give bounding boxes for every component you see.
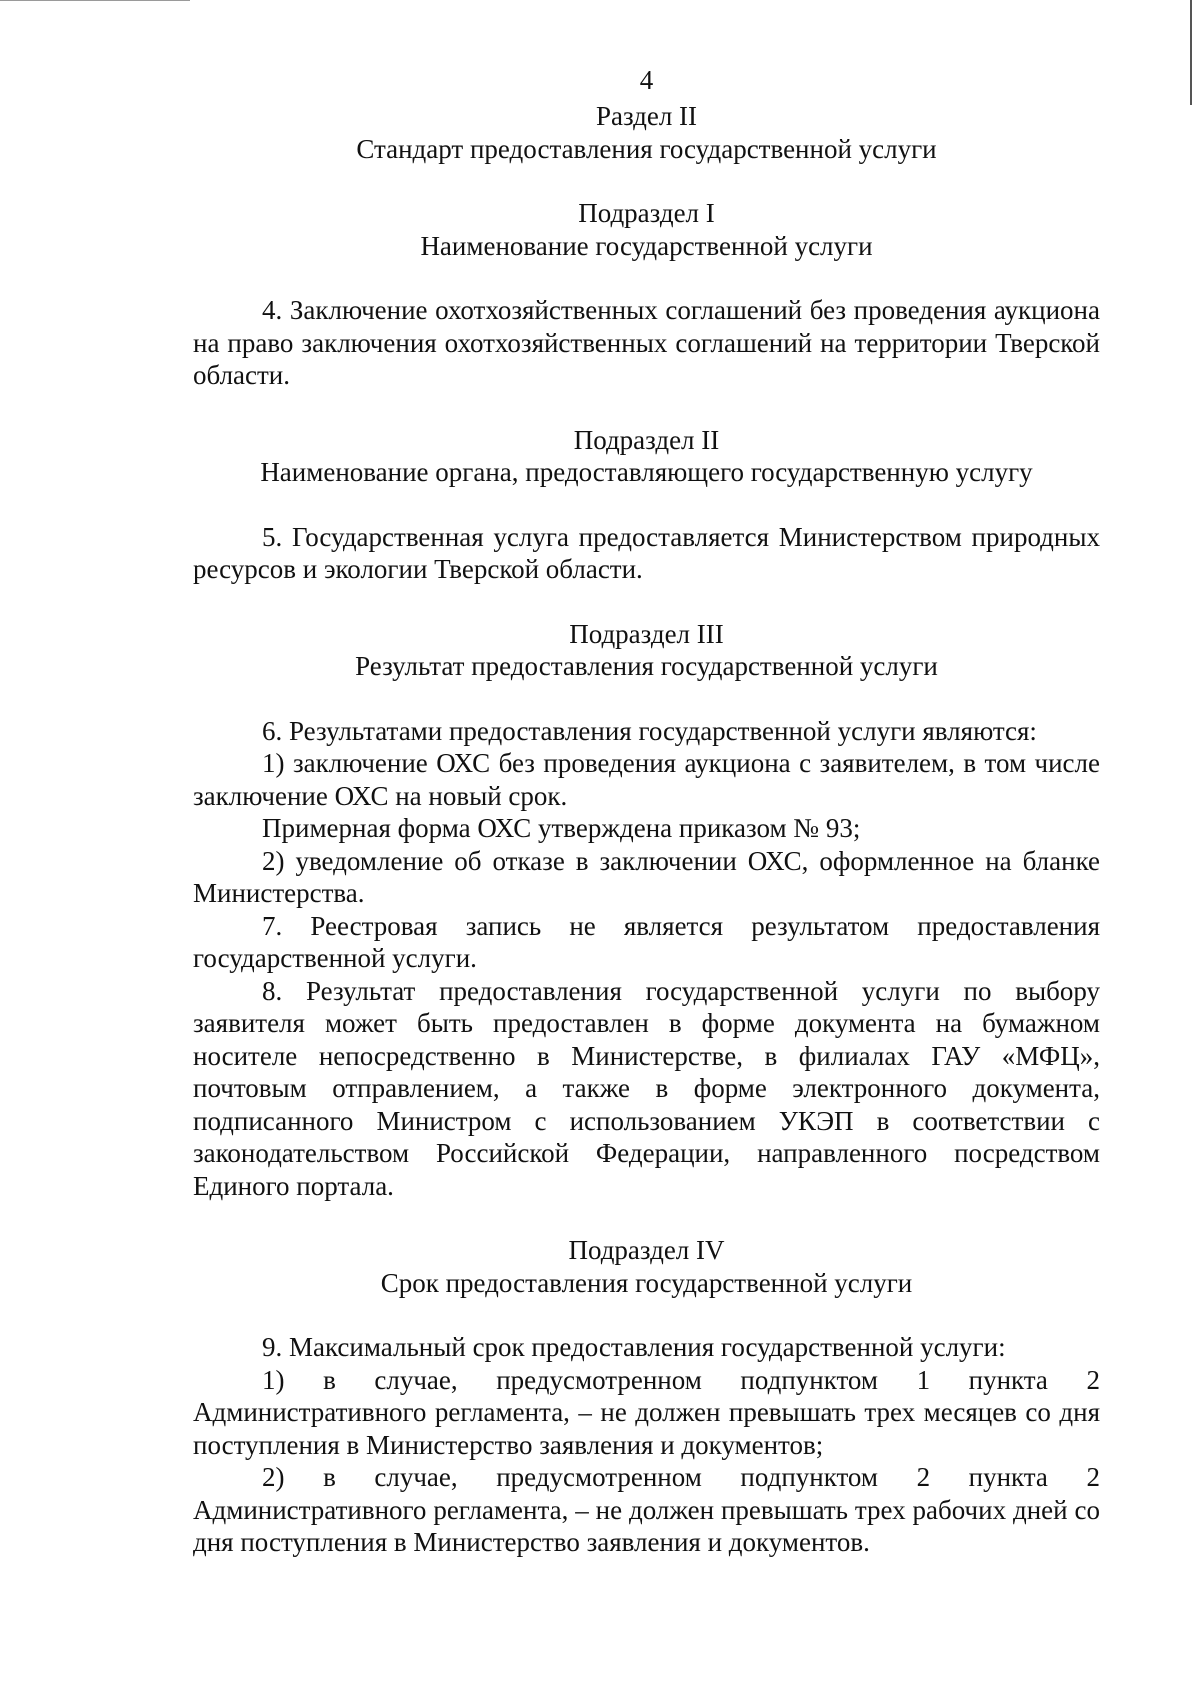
- paragraph: 7. Реестровая запись не является результатом предоставления государственной услуги.: [193, 910, 1100, 973]
- paragraph: 9. Максимальный срок предоставления государственной услуги:: [262, 1332, 1006, 1362]
- subsection-heading: Подраздел III: [569, 618, 724, 649]
- subsection-title: Наименование органа, предоставляющего государственную услугу: [260, 457, 1033, 487]
- subsection-heading: Подраздел I: [578, 198, 715, 228]
- subsection-title: Результат предоставления государственной услуги: [355, 651, 938, 681]
- section-title: Стандарт предоставления государственной услуги: [356, 133, 937, 164]
- section-heading: Раздел II: [595, 101, 698, 131]
- paragraph: 1) заключение ОХС без проведения аукциона с заявителем, в том числе заключение ОХС на новый срок.: [193, 748, 1100, 811]
- paragraph: 5. Государственная услуга предоставляется Министерством природных ресурсов и экологии Тверской области.: [193, 521, 1100, 584]
- paragraph: 8. Результат предоставления государственной услуги по выбору заявителя может быть предоставлен в форме документа на бумажном носителе непосредственно в Министерстве, в филиалах ГАУ «МФЦ», почтовым отправлением, а также в форме электронного документа, подписанного Министром с использованием УКЭП в соответствии с законодательством Российской Федерации, направленного посредством Единого портала.: [193, 975, 1100, 1201]
- paragraph: 4. Заключение охотхозяйственных соглашений без проведения аукциона на право заключения охотхозяйственных соглашений на территории Тверской области.: [193, 295, 1100, 390]
- page-number: 4: [639, 65, 654, 95]
- scan-edge-top: [0, 0, 190, 1]
- paragraph: 6. Результатами предоставления государственной услуги являются:: [262, 715, 1037, 746]
- paragraph: 1) в случае, предусмотренном подпунктом 1 пункта 2 Административного регламента, – не должен превышать трех месяцев со дня поступления в Министерство заявления и документов;: [193, 1364, 1100, 1460]
- subsection-heading: Подраздел II: [573, 424, 720, 455]
- paragraph: 2) в случае, предусмотренном подпунктом 2 пункта 2 Административного регламента, – не должен превышать трех рабочих дней со дня поступления в Министерство заявления и документов.: [193, 1462, 1100, 1557]
- scan-edge-right: [1190, 0, 1192, 105]
- paragraph: 2) уведомление об отказе в заключении ОХС, оформленное на бланке Министерства.: [193, 845, 1100, 908]
- subsection-heading: Подраздел IV: [568, 1235, 725, 1265]
- subsection-title: Наименование государственной услуги: [420, 230, 873, 261]
- document-body: [193, 64, 1100, 1559]
- paragraph: Примерная форма ОХС утверждена приказом № 93;: [262, 813, 861, 843]
- subsection-title: Срок предоставления государственной услуги: [380, 1267, 913, 1298]
